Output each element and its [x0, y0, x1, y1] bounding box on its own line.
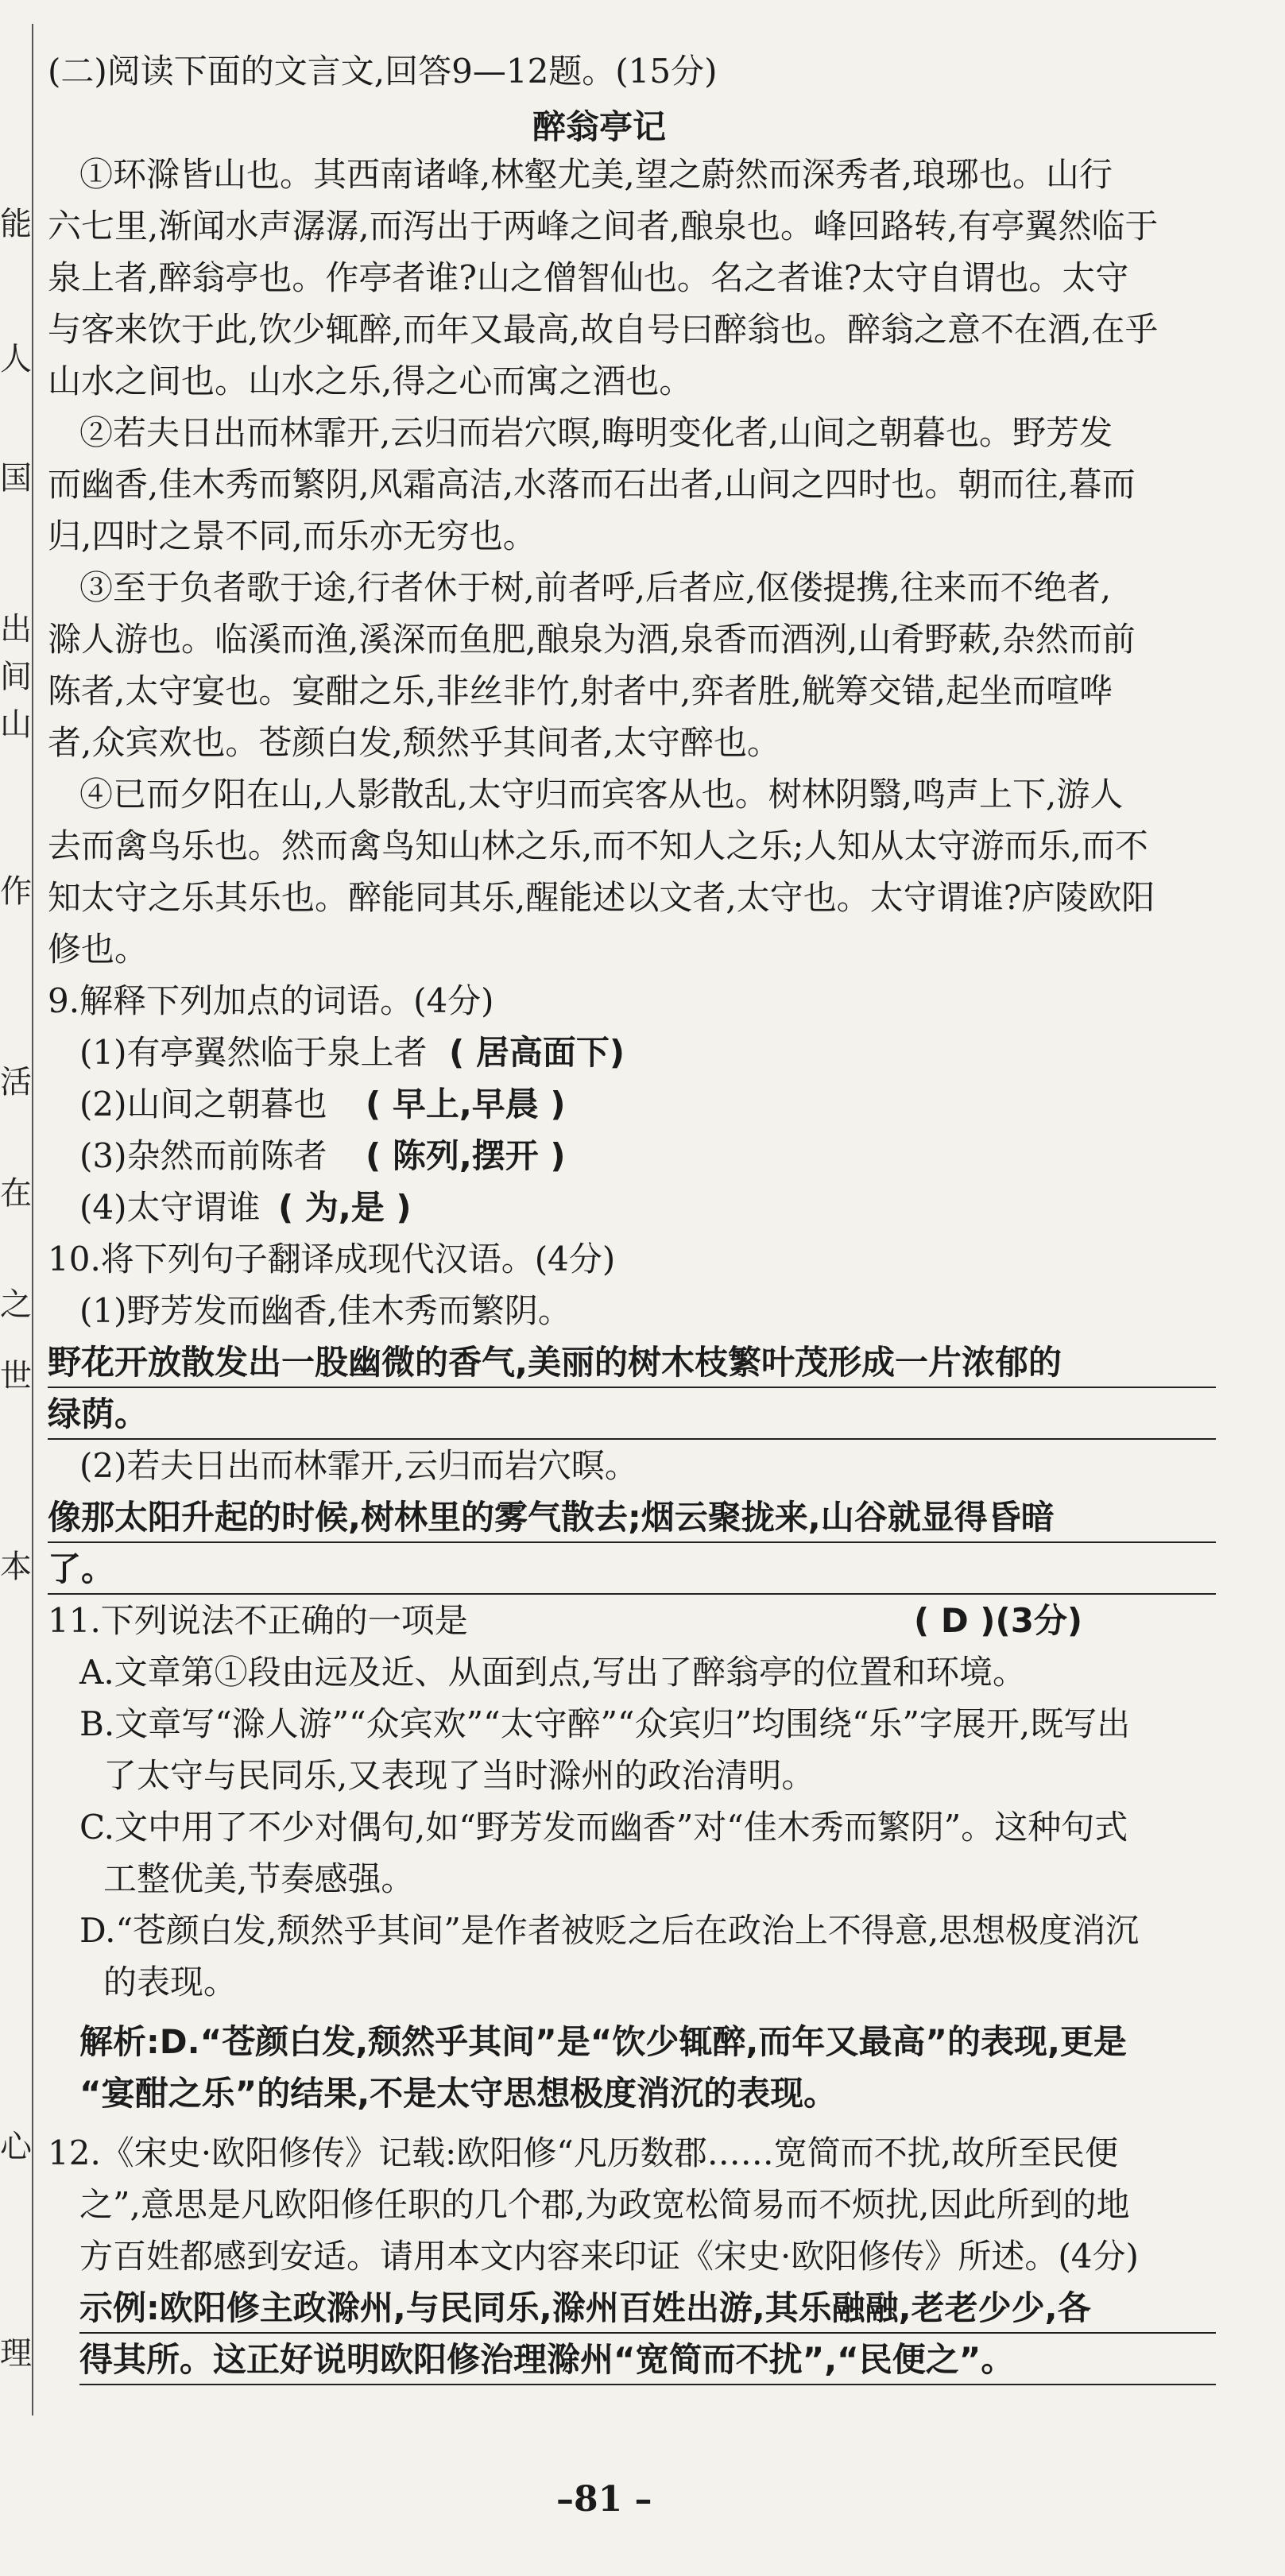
passage-line: 泉上者,醉翁亭也。作亭者谁?山之僧智仙也。名之者谁?太守自谓也。太守 — [48, 258, 1129, 297]
passage-title: 醉翁亭记 — [532, 107, 667, 146]
question-10-stem: 10.将下列句子翻译成现代汉语。(4分) — [48, 1240, 616, 1278]
answer-underline — [79, 2384, 1216, 2385]
q10-sentence: (1)野芳发而幽香,佳木秀而繁阴。 — [79, 1291, 571, 1330]
q10-sentence: (2)若夫日出而林霏开,云归而岩穴暝。 — [79, 1446, 638, 1485]
margin-char: 人 — [0, 341, 32, 377]
q11-option: D.“苍颜白发,颓然乎其间”是作者被贬之后在政治上不得意,思想极度消沉 — [79, 1911, 1140, 1950]
passage-line: 而幽香,佳木秀而繁阴,风霜高洁,水落而石出者,山间之四时也。朝而往,暮而 — [48, 465, 1136, 504]
passage-line: 归,四时之景不同,而乐亦无穷也。 — [48, 516, 536, 555]
q9-item-answer: ( 居高面下) — [449, 1033, 625, 1072]
section-header: (二)阅读下面的文言文,回答9—12题。(15分) — [48, 52, 718, 91]
margin-char: 之 — [0, 1286, 32, 1323]
margin-char: 世 — [0, 1358, 32, 1394]
question-12-stem: 方百姓都感到安适。请用本文内容来印证《宋史·欧阳修传》所述。(4分) — [79, 2237, 1139, 2276]
binding-margin-rule — [32, 24, 33, 2415]
q9-item-answer: ( 为,是 ) — [278, 1188, 412, 1227]
margin-char: 在 — [0, 1175, 32, 1212]
passage-line: ①环滁皆山也。其西南诸峰,林壑尤美,望之蔚然而深秀者,琅琊也。山行 — [79, 155, 1113, 194]
margin-char: 本 — [0, 1549, 32, 1585]
q9-item-answer: ( 早上,早晨 ) — [366, 1085, 566, 1124]
q10-answer: 了。 — [48, 1549, 115, 1588]
q11-analysis: 解析:D.“苍颜白发,颓然乎其间”是“饮少辄醉,而年又最高”的表现,更是 — [79, 2022, 1127, 2061]
question-12-stem: 12.《宋史·欧阳修传》记载:欧阳修“凡历数郡……宽简而不扰,故所至民便 — [48, 2133, 1119, 2172]
q11-option: C.文中用了不少对偶句,如“野芳发而幽香”对“佳木秀而繁阴”。这种句式 — [79, 1808, 1128, 1847]
passage-line: 知太守之乐其乐也。醉能同其乐,醒能述以文者,太守也。太守谓谁?庐陵欧阳 — [48, 878, 1155, 917]
margin-char: 国 — [0, 460, 32, 497]
q10-answer: 绿荫。 — [48, 1394, 149, 1433]
passage-line: 滁人游也。临溪而渔,溪深而鱼肥,酿泉为酒,泉香而酒洌,山肴野蔌,杂然而前 — [48, 620, 1136, 659]
q11-analysis: “宴酣之乐”的结果,不是太守思想极度消沉的表现。 — [79, 2074, 838, 2113]
answer-underline — [48, 1438, 1216, 1440]
passage-line: 与客来饮于此,饮少辄醉,而年又最高,故自号曰醉翁也。醉翁之意不在酒,在乎 — [48, 310, 1159, 349]
page-number: –81 – — [556, 2479, 652, 2520]
q9-item-text: (3)杂然而前陈者 — [79, 1136, 327, 1175]
q10-answer: 野花开放散发出一股幽微的香气,美丽的树木枝繁叶茂形成一片浓郁的 — [48, 1343, 1062, 1382]
margin-char: 能 — [0, 206, 32, 242]
margin-char: 间 — [0, 659, 32, 695]
passage-line: 修也。 — [48, 930, 149, 969]
question-12-stem: 之”,意思是凡欧阳修任职的几个郡,为政宽松简易而不烦扰,因此所到的地 — [79, 2185, 1130, 2224]
q9-item-text: (2)山间之朝暮也 — [79, 1085, 327, 1124]
margin-char: 作 — [0, 873, 32, 910]
answer-underline — [48, 1541, 1216, 1543]
q9-item-answer: ( 陈列,摆开 ) — [366, 1136, 566, 1175]
margin-char: 活 — [0, 1064, 32, 1100]
margin-char: 心 — [0, 2129, 32, 2165]
q11-answer: ( D )(3分) — [914, 1601, 1083, 1640]
q11-option: B.文章写“滁人游”“众宾欢”“太守醉”“众宾归”均围绕“乐”字展开,既写出 — [79, 1704, 1131, 1743]
q9-item-text: (4)太守谓谁 — [79, 1188, 261, 1227]
q10-answer: 像那太阳升起的时候,树林里的雾气散去;烟云聚拢来,山谷就显得昏暗 — [48, 1498, 1055, 1537]
q11-option: 的表现。 — [103, 1963, 238, 2002]
q11-option: A.文章第①段由远及近、从面到点,写出了醉翁亭的位置和环境。 — [79, 1653, 1027, 1692]
q11-option: 了太守与民同乐,又表现了当时滁州的政治清明。 — [103, 1756, 815, 1795]
passage-line: 者,众宾欢也。苍颜白发,颓然乎其间者,太守醉也。 — [48, 723, 781, 762]
margin-char: 出 — [0, 611, 32, 648]
passage-line: 去而禽鸟乐也。然而禽鸟知山林之乐,而不知人之乐;人知从太守游而乐,而不 — [48, 826, 1148, 865]
question-9-stem: 9.解释下列加点的词语。(4分) — [48, 981, 494, 1020]
q12-answer: 得其所。这正好说明欧阳修治理滁州“宽简而不扰”,“民便之”。 — [79, 2340, 1015, 2379]
answer-underline — [79, 2332, 1216, 2334]
answer-underline — [48, 1593, 1216, 1595]
margin-char: 山 — [0, 706, 32, 743]
passage-line: 山水之间也。山水之乐,得之心而寓之酒也。 — [48, 362, 693, 400]
q11-option: 工整优美,节奏感强。 — [103, 1859, 415, 1898]
passage-line: ②若夫日出而林霏开,云归而岩穴暝,晦明变化者,山间之朝暮也。野芳发 — [79, 413, 1113, 452]
answer-underline — [48, 1387, 1216, 1388]
margin-char: 理 — [0, 2335, 32, 2372]
passage-line: ④已而夕阳在山,人影散乱,太守归而宾客从也。树林阴翳,鸣声上下,游人 — [79, 775, 1124, 814]
passage-line: ③至于负者歌于途,行者休于树,前者呼,后者应,伛偻提携,往来而不绝者, — [79, 568, 1112, 607]
question-11-stem: 11.下列说法不正确的一项是 — [48, 1601, 468, 1640]
q9-item-text: (1)有亭翼然临于泉上者 — [79, 1033, 428, 1072]
passage-line: 六七里,渐闻水声潺潺,而泻出于两峰之间者,酿泉也。峰回路转,有亭翼然临于 — [48, 207, 1159, 246]
q12-answer: 示例:欧阳修主政滁州,与民同乐,滁州百姓出游,其乐融融,老老少少,各 — [79, 2288, 1091, 2327]
passage-line: 陈者,太守宴也。宴酣之乐,非丝非竹,射者中,弈者胜,觥筹交错,起坐而喧哗 — [48, 671, 1113, 710]
